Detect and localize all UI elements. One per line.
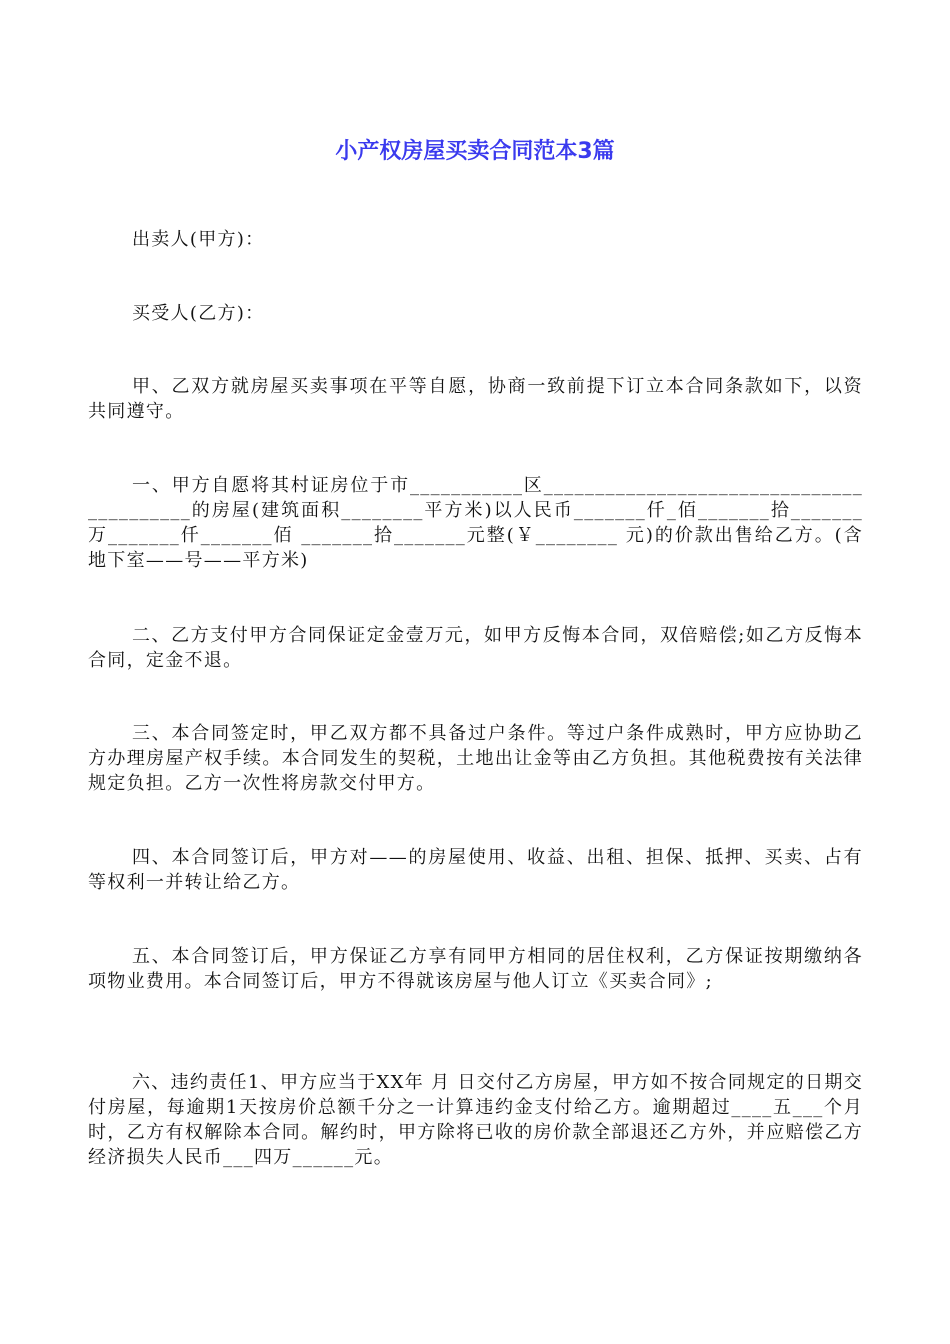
intro-paragraph: 甲、乙双方就房屋买卖事项在平等自愿，协商一致前提下订立本合同条款如下，以资共同遵守。	[88, 376, 863, 422]
buyer-line: 买受人(乙方)：	[132, 303, 265, 324]
clause-3: 三、本合同签定时，甲乙双方都不具备过户条件。等过户条件成熟时，甲方应协助乙方办理房屋产权手续。本合同发生的契税，土地出让金等由乙方负担。其他税费按有关法律规定负担。乙方一次性将房款交付甲方。	[88, 723, 863, 794]
clause-6: 六、违约责任1、甲方应当于XX年 月 日交付乙方房屋，甲方如不按合同规定的日期交付房屋，每逾期1天按房价总额千分之一计算违约金支付给乙方。逾期超过____五___个月时，乙方有权解除本合同。解约时，甲方除将已收的房价款全部退还乙方外，并应赔偿乙方经济损失人民币___四万______元。	[88, 1072, 863, 1168]
seller-line: 出卖人(甲方)：	[132, 229, 265, 250]
clause-2: 二、乙方支付甲方合同保证定金壹万元，如甲方反悔本合同，双倍赔偿;如乙方反悔本合同，定金不退。	[88, 625, 863, 671]
clause-4: 四、本合同签订后，甲方对——的房屋使用、收益、出租、担保、抵押、买卖、占有等权利一并转让给乙方。	[88, 847, 863, 893]
clause-1: 一、甲方自愿将其村证房位于市___________区_________________________________________的房屋(建筑面积________平方米)以人民币_______仟_佰_______拾_______万_______仟_______佰 _______拾_______元整(￥________ 元)的价款出售给乙方。(含地下室——号——平方米)	[88, 475, 863, 571]
clause-5: 五、本合同签订后，甲方保证乙方享有同甲方相同的居住权利，乙方保证按期缴纳各项物业费用。本合同签订后，甲方不得就该房屋与他人订立《买卖合同》;	[88, 946, 863, 992]
document-title: 小产权房屋买卖合同范本3篇	[335, 139, 615, 164]
